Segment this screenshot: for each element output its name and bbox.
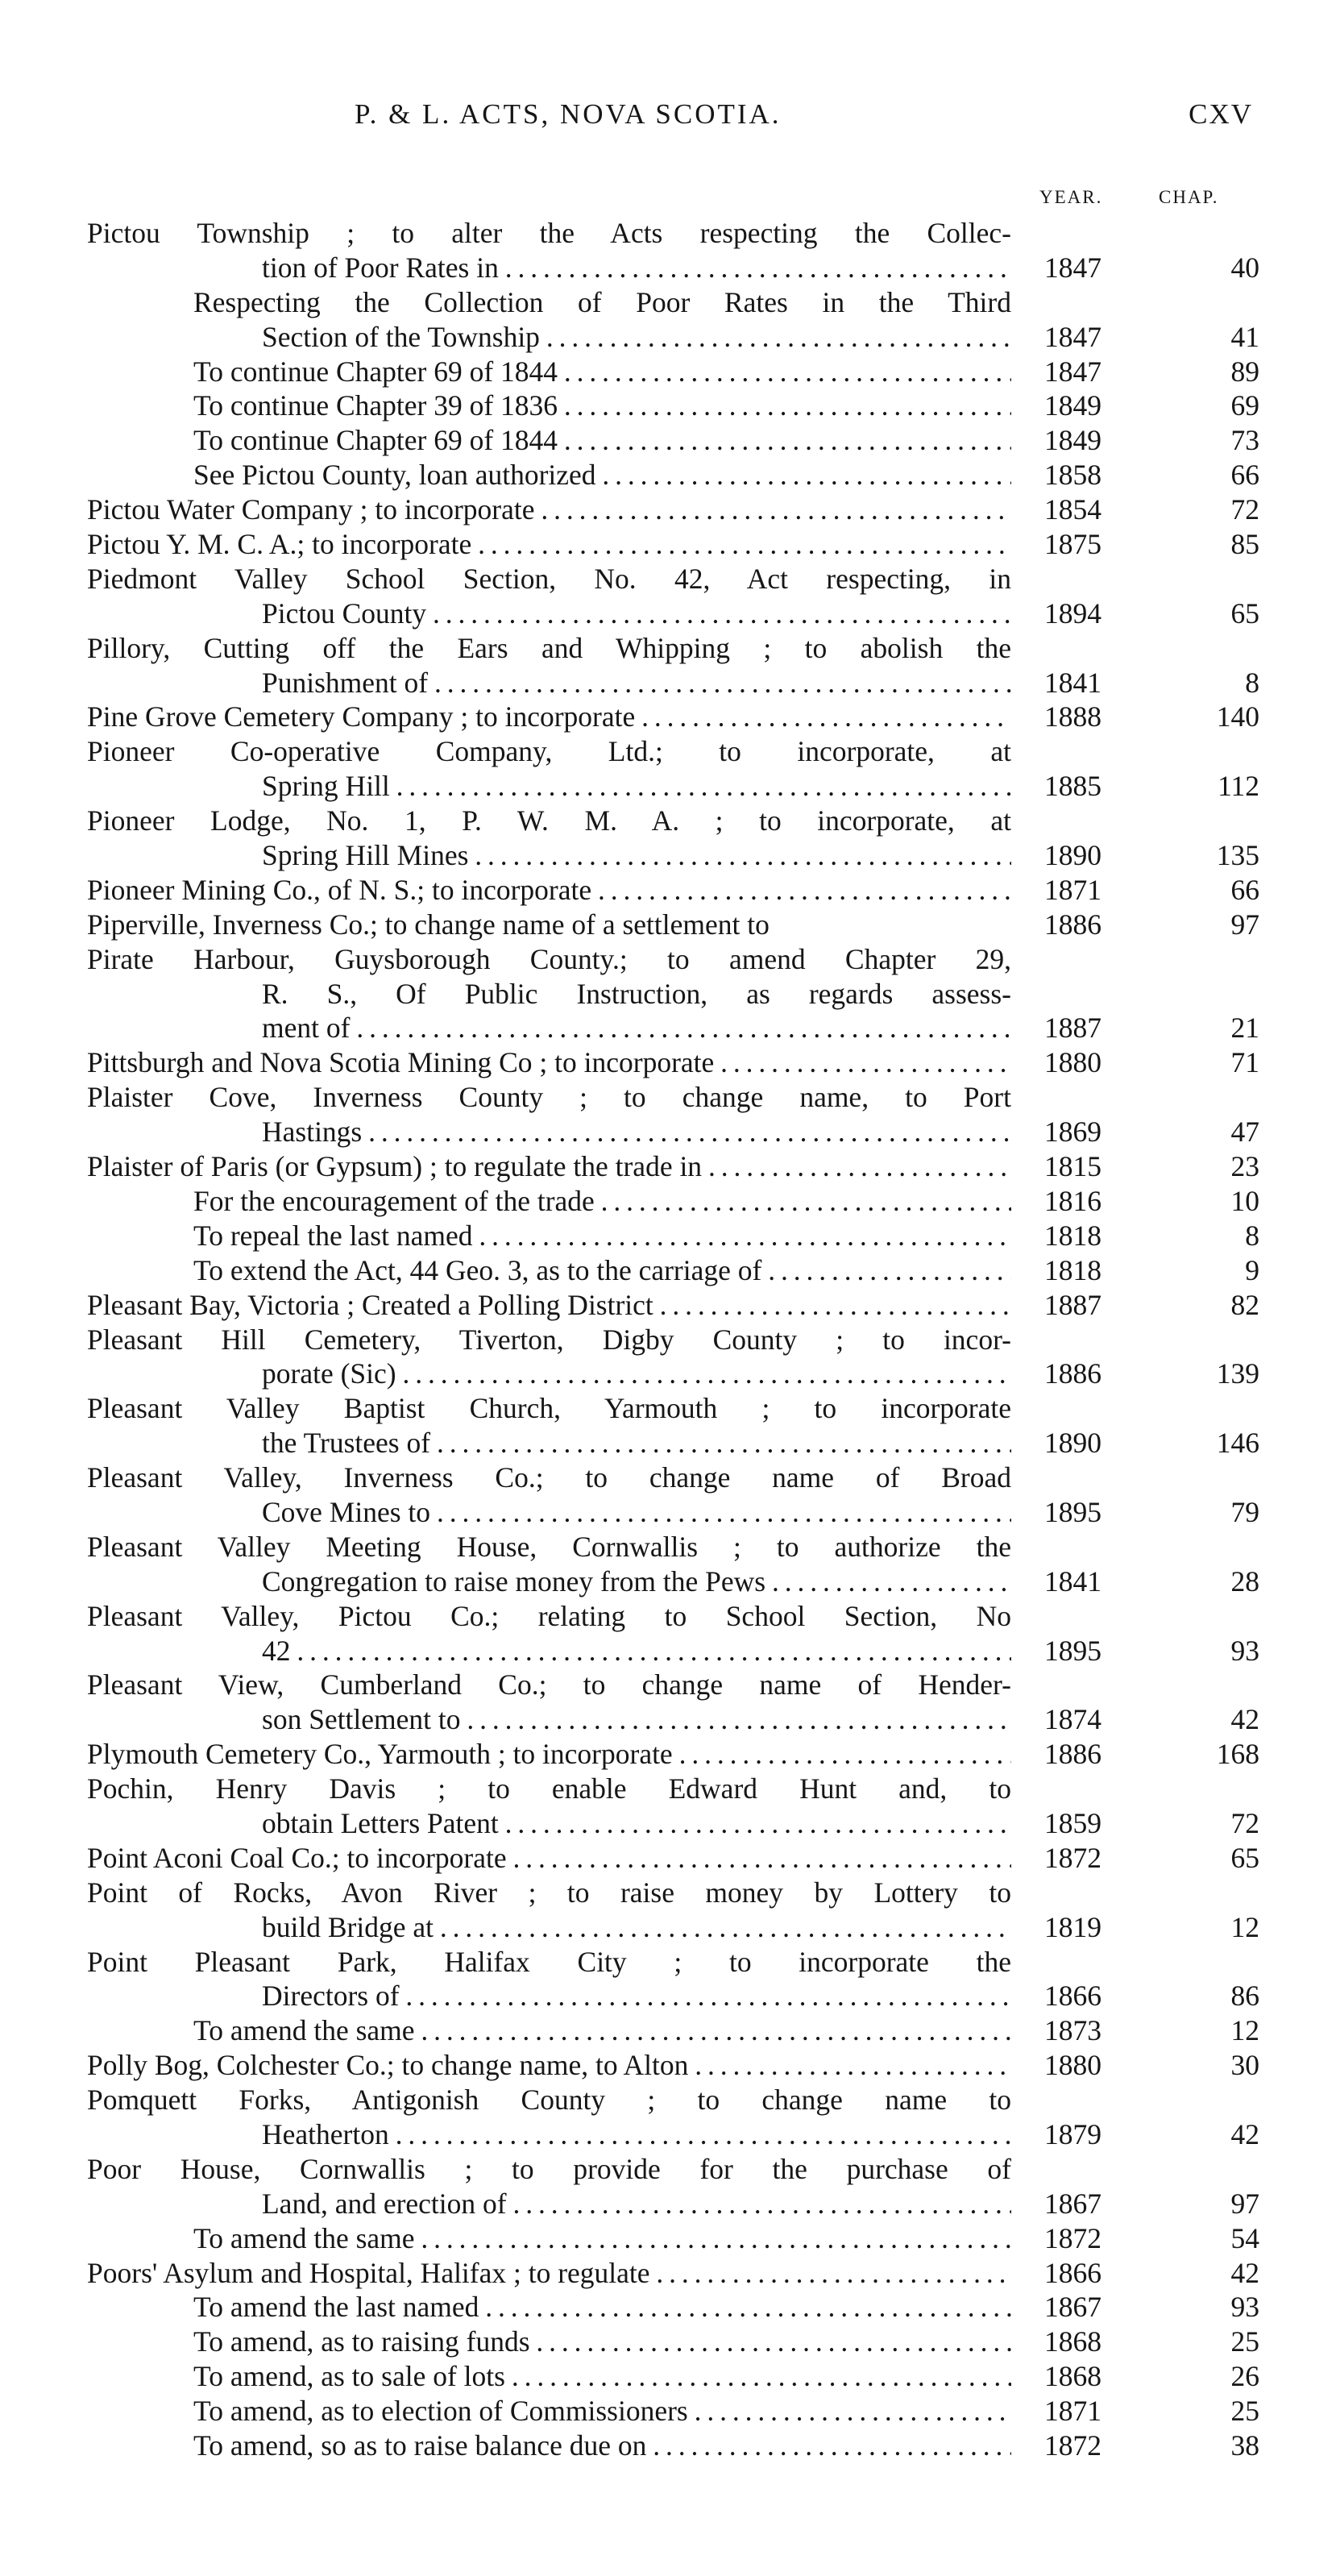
entry-chapter: 8	[1245, 666, 1259, 699]
entry-year: 1886	[1044, 1738, 1101, 1771]
continuation-text: R. S., Of Public Instruction, as regards assess-	[262, 977, 1011, 1010]
entry-chapter: 97	[1230, 2187, 1259, 2220]
entry-heading-text: Poors' Asylum and Hospital, Halifax ; to regulate . . .	[87, 2256, 1011, 2291]
index-line	[0, 1391, 1340, 1426]
entry-heading-text: Pictou Township ; to alter the Acts respecting the Collec-	[87, 217, 1011, 249]
index-line	[0, 527, 1340, 562]
index-line	[0, 769, 1340, 804]
entry-heading-text: Pictou Water Company ; to incorporate . . .	[87, 492, 1011, 527]
entry-year: 1866	[1044, 1980, 1101, 2013]
entry-year: 1886	[1044, 908, 1101, 941]
continuation-text: obtain Letters Patent . . .	[262, 1806, 1011, 1841]
index-line	[0, 2221, 1340, 2256]
sub-entry-text: To continue Chapter 69 of 1844 . . .	[193, 423, 1011, 458]
index-line	[0, 562, 1340, 596]
entry-chapter: 135	[1216, 839, 1259, 872]
entry-heading-text: Plaister of Paris (or Gypsum) ; to regulate the trade in . . .	[87, 1149, 1011, 1184]
index-line	[0, 2117, 1340, 2152]
entry-heading-text: Pirate Harbour, Guysborough County.; to amend Chapter 29,	[87, 942, 1011, 975]
continuation-text: Congregation to raise money from the Pews . . .	[262, 1564, 1011, 1599]
entry-chapter: 79	[1230, 1495, 1259, 1528]
entry-chapter: 72	[1230, 493, 1259, 526]
entry-chapter: 42	[1230, 2256, 1259, 2289]
index-line	[0, 2394, 1340, 2429]
index-line	[0, 908, 1340, 942]
index-line	[0, 355, 1340, 389]
index-line	[0, 285, 1340, 320]
entry-chapter: 65	[1230, 596, 1259, 629]
entry-chapter: 112	[1218, 770, 1259, 803]
entry-heading-text: Pine Grove Cemetery Company ; to incorporate . . .	[87, 700, 1011, 734]
continuation-text: Spring Hill . . .	[262, 769, 1011, 804]
index-line	[0, 492, 1340, 527]
index-line	[0, 1668, 1340, 1702]
entry-chapter: 97	[1230, 908, 1259, 941]
index-line	[0, 1080, 1340, 1115]
entry-chapter: 139	[1216, 1357, 1259, 1390]
index-line	[0, 700, 1340, 734]
entry-chapter: 28	[1230, 1564, 1259, 1598]
continuation-text: Hastings . . .	[262, 1115, 1011, 1149]
index-line	[0, 1564, 1340, 1599]
entry-year: 1868	[1044, 2360, 1101, 2393]
continuation-text: Punishment of . . .	[262, 666, 1011, 700]
entry-chapter: 41	[1230, 320, 1259, 353]
entry-heading-text: Pictou Y. M. C. A.; to incorporate . . .	[87, 527, 1011, 562]
index-line	[0, 423, 1340, 458]
index-line	[0, 2048, 1340, 2083]
index-line	[0, 804, 1340, 838]
entry-heading-text: Pleasant Valley Meeting House, Cornwallis ; to authorize the	[87, 1530, 1011, 1563]
sub-entry-text: To amend the same . . .	[193, 2013, 1011, 2048]
entry-heading-text: Pittsburgh and Nova Scotia Mining Co ; to incorporate . . .	[87, 1045, 1011, 1080]
index-line	[0, 1599, 1340, 1634]
sub-entry-text: To continue Chapter 69 of 1844 . . .	[193, 355, 1011, 389]
entry-heading-text: Plaister Cove, Inverness County ; to change name, to Port	[87, 1081, 1011, 1114]
index-line	[0, 1288, 1340, 1323]
entry-chapter: 66	[1230, 873, 1259, 906]
entry-heading-text: Pioneer Mining Co., of N. S.; to incorporate . . .	[87, 873, 1011, 908]
entry-heading-text: Pochin, Henry Davis ; to enable Edward Hunt and, to	[87, 1772, 1011, 1805]
entry-year: 1867	[1044, 2291, 1101, 2324]
entry-chapter: 8	[1245, 1219, 1259, 1252]
entry-year: 1880	[1044, 1046, 1101, 1079]
index-line	[0, 838, 1340, 873]
entry-chapter: 10	[1230, 1184, 1259, 1217]
chapter-column-heading: CHAP.	[1159, 187, 1219, 207]
continuation-text: ment of . . .	[262, 1011, 1011, 1045]
entry-chapter: 21	[1230, 1012, 1259, 1045]
entry-chapter: 168	[1216, 1738, 1259, 1771]
index-line	[0, 1357, 1340, 1391]
sub-entry-text: To amend, as to election of Commissioners . . .	[193, 2394, 1011, 2429]
entry-year: 1871	[1044, 2395, 1101, 2428]
entry-heading-text: Pleasant Valley, Pictou Co.; relating to School Section, No	[87, 1599, 1011, 1632]
entry-chapter: 82	[1230, 1288, 1259, 1321]
sub-entry-text: To extend the Act, 44 Geo. 3, as to the carriage of . . .	[193, 1253, 1011, 1288]
index-line	[0, 1772, 1340, 1806]
index-entry-list	[0, 216, 1340, 2463]
entry-chapter: 89	[1230, 355, 1259, 388]
entry-year: 1890	[1044, 1427, 1101, 1460]
entry-heading-text: Piperville, Inverness Co.; to change name of a settlement to	[87, 908, 770, 941]
entry-chapter: 54	[1230, 2221, 1259, 2254]
index-line	[0, 1149, 1340, 1184]
index-line	[0, 873, 1340, 908]
entry-chapter: 86	[1230, 1980, 1259, 2013]
entry-year: 1859	[1044, 1806, 1101, 1839]
entry-year: 1871	[1044, 873, 1101, 906]
continuation-text: Heatherton . . .	[262, 2117, 1011, 2152]
continuation-text: tion of Poor Rates in . . .	[262, 251, 1011, 285]
continuation-text: Pictou County . . .	[262, 596, 1011, 631]
index-line	[0, 1876, 1340, 1910]
continuation-text: Land, and erection of . . .	[262, 2187, 1011, 2221]
entry-year: 1867	[1044, 2187, 1101, 2220]
index-line	[0, 1806, 1340, 1841]
index-line	[0, 1979, 1340, 2013]
index-line	[0, 631, 1340, 666]
continuation-text: Spring Hill Mines . . .	[262, 838, 1011, 873]
entry-year: 1858	[1044, 459, 1101, 492]
entry-year: 1849	[1044, 389, 1101, 422]
entry-chapter: 72	[1230, 1806, 1259, 1839]
entry-heading-text: Pleasant Valley Baptist Church, Yarmouth ; to incorporate	[87, 1392, 1011, 1425]
entry-chapter: 73	[1230, 424, 1259, 457]
entry-chapter: 25	[1230, 2395, 1259, 2428]
entry-heading-text: Pomquett Forks, Antigonish County ; to change name to	[87, 2084, 1011, 2117]
entry-chapter: 146	[1216, 1427, 1259, 1460]
index-line	[0, 2325, 1340, 2359]
entry-year: 1849	[1044, 424, 1101, 457]
index-line	[0, 2152, 1340, 2187]
entry-year: 1875	[1044, 528, 1101, 561]
entry-year: 1872	[1044, 2221, 1101, 2254]
sub-entry-text: To amend the last named . . .	[193, 2290, 1011, 2325]
entry-year: 1872	[1044, 1841, 1101, 1874]
index-line	[0, 2013, 1340, 2048]
entry-year: 1887	[1044, 1288, 1101, 1321]
continuation-text: Section of the Township . . .	[262, 320, 1011, 355]
index-line	[0, 1219, 1340, 1253]
index-line	[0, 2429, 1340, 2463]
column-headings	[0, 187, 1340, 214]
entry-heading-text: Pioneer Co-operative Company, Ltd.; to incorporate, at	[87, 735, 1011, 768]
index-line	[0, 666, 1340, 700]
continuation-text: porate (Sic) . . .	[262, 1357, 1011, 1391]
entry-chapter: 26	[1230, 2360, 1259, 2393]
index-line	[0, 1460, 1340, 1495]
entry-year: 1818	[1044, 1219, 1101, 1252]
entry-heading-text: Polly Bog, Colchester Co.; to change name, to Alton . . .	[87, 2048, 1011, 2083]
entry-year: 1847	[1044, 320, 1101, 353]
entry-year: 1816	[1044, 1184, 1101, 1217]
entry-year: 1841	[1044, 666, 1101, 699]
page-number: CXV	[1189, 98, 1253, 130]
sub-entry-text: See Pictou County, loan authorized . . .	[193, 458, 1011, 492]
continuation-text: the Trustees of . . .	[262, 1426, 1011, 1460]
entry-heading-text: Pleasant Hill Cemetery, Tiverton, Digby County ; to incor-	[87, 1323, 1011, 1356]
entry-year: 1873	[1044, 2014, 1101, 2047]
entry-heading-text: Plymouth Cemetery Co., Yarmouth ; to incorporate . . .	[87, 1737, 1011, 1772]
sub-entry-text: To repeal the last named . . .	[193, 1219, 1011, 1253]
entry-year: 1869	[1044, 1116, 1101, 1149]
continuation-text: son Settlement to . . .	[262, 1702, 1011, 1737]
entry-chapter: 93	[1230, 1634, 1259, 1667]
index-line	[0, 1634, 1340, 1668]
index-line	[0, 1841, 1340, 1876]
entry-year: 1872	[1044, 2429, 1101, 2462]
entry-year: 1819	[1044, 1910, 1101, 1943]
entry-chapter: 140	[1216, 700, 1259, 733]
index-line	[0, 2359, 1340, 2394]
index-line	[0, 1011, 1340, 1045]
index-line	[0, 2187, 1340, 2221]
sub-entry-text: To continue Chapter 39 of 1836 . . .	[193, 388, 1011, 423]
entry-chapter: 66	[1230, 459, 1259, 492]
index-line	[0, 1910, 1340, 1945]
entry-year: 1847	[1044, 355, 1101, 388]
entry-heading-text: Pleasant View, Cumberland Co.; to change name of Hender-	[87, 1668, 1011, 1701]
index-line	[0, 1045, 1340, 1080]
entry-year: 1890	[1044, 839, 1101, 872]
sub-entry-text: To amend, so as to raise balance due on . . .	[193, 2429, 1011, 2463]
index-line	[0, 1426, 1340, 1460]
index-line	[0, 2256, 1340, 2291]
entry-year: 1818	[1044, 1253, 1101, 1286]
index-line	[0, 251, 1340, 285]
continuation-text: build Bridge at . . .	[262, 1910, 1011, 1945]
entry-heading-text: Poor House, Cornwallis ; to provide for the purchase of	[87, 2152, 1011, 2185]
entry-year: 1868	[1044, 2325, 1101, 2358]
entry-heading-text: Pleasant Bay, Victoria ; Created a Polling District . . .	[87, 1288, 1011, 1323]
index-line	[0, 1530, 1340, 1564]
entry-year: 1894	[1044, 596, 1101, 629]
entry-year: 1874	[1044, 1703, 1101, 1736]
entry-heading-text: Point Aconi Coal Co.; to incorporate . . .	[87, 1841, 1011, 1876]
entry-year: 1854	[1044, 493, 1101, 526]
sub-entry-text: For the encouragement of the trade . . .	[193, 1184, 1011, 1219]
entry-year: 1879	[1044, 2117, 1101, 2150]
index-line	[0, 1702, 1340, 1737]
entry-chapter: 71	[1230, 1046, 1259, 1079]
entry-heading-text: Pillory, Cutting off the Ears and Whipping ; to abolish the	[87, 631, 1011, 664]
index-line	[0, 596, 1340, 631]
index-line	[0, 388, 1340, 423]
index-line	[0, 458, 1340, 492]
entry-chapter: 42	[1230, 1703, 1259, 1736]
index-line	[0, 1737, 1340, 1772]
entry-year: 1815	[1044, 1150, 1101, 1183]
index-line	[0, 2083, 1340, 2117]
entry-chapter: 38	[1230, 2429, 1259, 2462]
entry-year: 1895	[1044, 1634, 1101, 1667]
entry-heading-text: Point of Rocks, Avon River ; to raise money by Lottery to	[87, 1876, 1011, 1909]
entry-chapter: 65	[1230, 1841, 1259, 1874]
entry-chapter: 47	[1230, 1116, 1259, 1149]
entry-chapter: 30	[1230, 2049, 1259, 2082]
entry-year: 1880	[1044, 2049, 1101, 2082]
running-head	[0, 98, 1340, 137]
entry-year: 1847	[1044, 251, 1101, 284]
entry-chapter: 93	[1230, 2291, 1259, 2324]
sub-entry-text: To amend, as to sale of lots . . .	[193, 2359, 1011, 2394]
year-column-heading: YEAR.	[1039, 187, 1103, 207]
entry-year: 1886	[1044, 1357, 1101, 1390]
entry-year: 1895	[1044, 1495, 1101, 1528]
sub-entry-text: To amend the same . . .	[193, 2221, 1011, 2256]
running-title: P. & L. ACTS, NOVA SCOTIA.	[355, 98, 782, 130]
entry-year: 1841	[1044, 1564, 1101, 1598]
sub-entry-text: To amend, as to raising funds . . .	[193, 2325, 1011, 2359]
entry-chapter: 42	[1230, 2117, 1259, 2150]
entry-heading-text: Pleasant Valley, Inverness Co.; to change name of Broad	[87, 1461, 1011, 1494]
entry-chapter: 23	[1230, 1150, 1259, 1183]
entry-year: 1885	[1044, 770, 1101, 803]
entry-chapter: 9	[1245, 1253, 1259, 1286]
index-line	[0, 977, 1340, 1012]
entry-heading-text: Pioneer Lodge, No. 1, P. W. M. A. ; to incorporate, at	[87, 804, 1011, 837]
entry-year: 1888	[1044, 700, 1101, 733]
index-line	[0, 1253, 1340, 1288]
entry-year: 1866	[1044, 2256, 1101, 2289]
entry-year: 1887	[1044, 1012, 1101, 1045]
continuation-text: Directors of . . .	[262, 1979, 1011, 2013]
entry-chapter: 69	[1230, 389, 1259, 422]
entry-chapter: 12	[1230, 2014, 1259, 2047]
index-line	[0, 216, 1340, 251]
entry-chapter: 12	[1230, 1910, 1259, 1943]
entry-chapter: 40	[1230, 251, 1259, 284]
index-line	[0, 2290, 1340, 2325]
index-line	[0, 320, 1340, 355]
index-line	[0, 1115, 1340, 1149]
index-line	[0, 1945, 1340, 1980]
continuation-text: 42 . . .	[262, 1634, 1011, 1668]
continuation-text: Cove Mines to . . .	[262, 1495, 1011, 1530]
index-line	[0, 1495, 1340, 1530]
index-line	[0, 734, 1340, 769]
index-line	[0, 1323, 1340, 1357]
index-line	[0, 1184, 1340, 1219]
sub-entry-text: Respecting the Collection of Poor Rates in the Third	[193, 285, 1011, 318]
entry-chapter: 25	[1230, 2325, 1259, 2358]
entry-heading-text: Piedmont Valley School Section, No. 42, Act respecting, in	[87, 562, 1011, 595]
entry-heading-text: Point Pleasant Park, Halifax City ; to incorporate the	[87, 1945, 1011, 1978]
index-line	[0, 942, 1340, 977]
entry-chapter: 85	[1230, 528, 1259, 561]
